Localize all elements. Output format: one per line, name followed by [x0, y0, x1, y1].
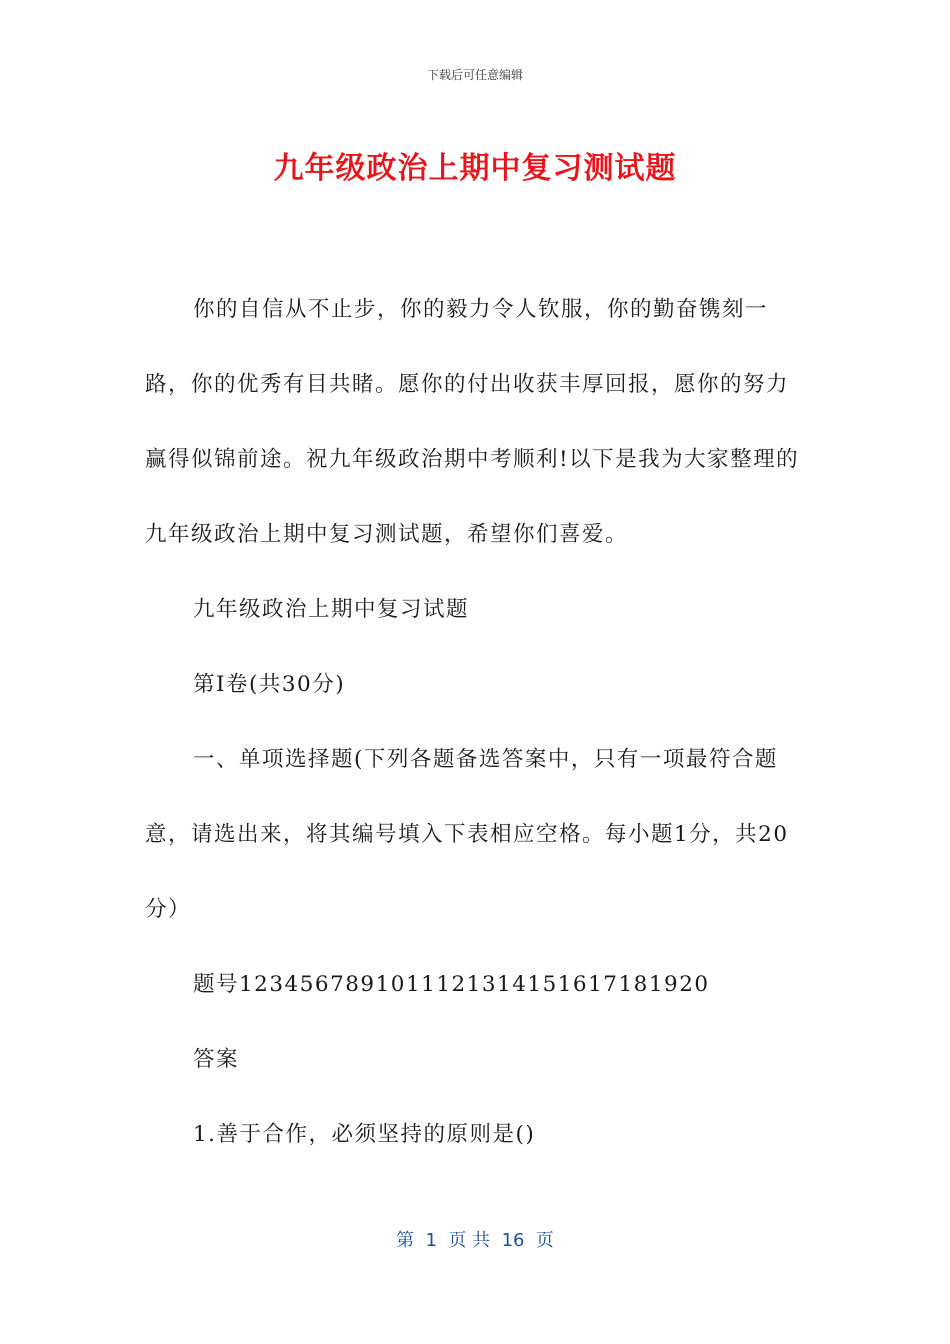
section-heading: 九年级政治上期中复习试题 [193, 597, 470, 622]
answer-table-answer-row: 答案 [193, 1047, 240, 1072]
page-footer: 第 1 页 共 16 页 [396, 1230, 554, 1251]
document-body [145, 272, 805, 1172]
question-1: 1.善于合作，必须坚持的原则是() [193, 1122, 536, 1147]
header-note: 下载后可任意编辑 [426, 68, 523, 82]
intro-paragraph: 你的自信从不止步，你的毅力令人钦服，你的勤奋镌刻一路，你的优秀有目共睹。愿你的付出收获丰厚回报，愿你的努力赢得似锦前途。祝九年级政治期中考顺利!以下是我为大家整理的九年级政治上期中复习测试题，希望你们喜爱。 [145, 297, 800, 547]
document-title: 九年级政治上期中复习测试题 [273, 151, 677, 186]
volume-heading: 第Ⅰ卷(共30分) [193, 672, 346, 697]
question-instructions: 一、单项选择题(下列各题备选答案中，只有一项最符合题意，请选出来，将其编号填入下表相应空格。每小题1分，共20分） [145, 747, 789, 922]
answer-table-header-row: 题号1234567891011121314151617181920 [193, 972, 710, 997]
